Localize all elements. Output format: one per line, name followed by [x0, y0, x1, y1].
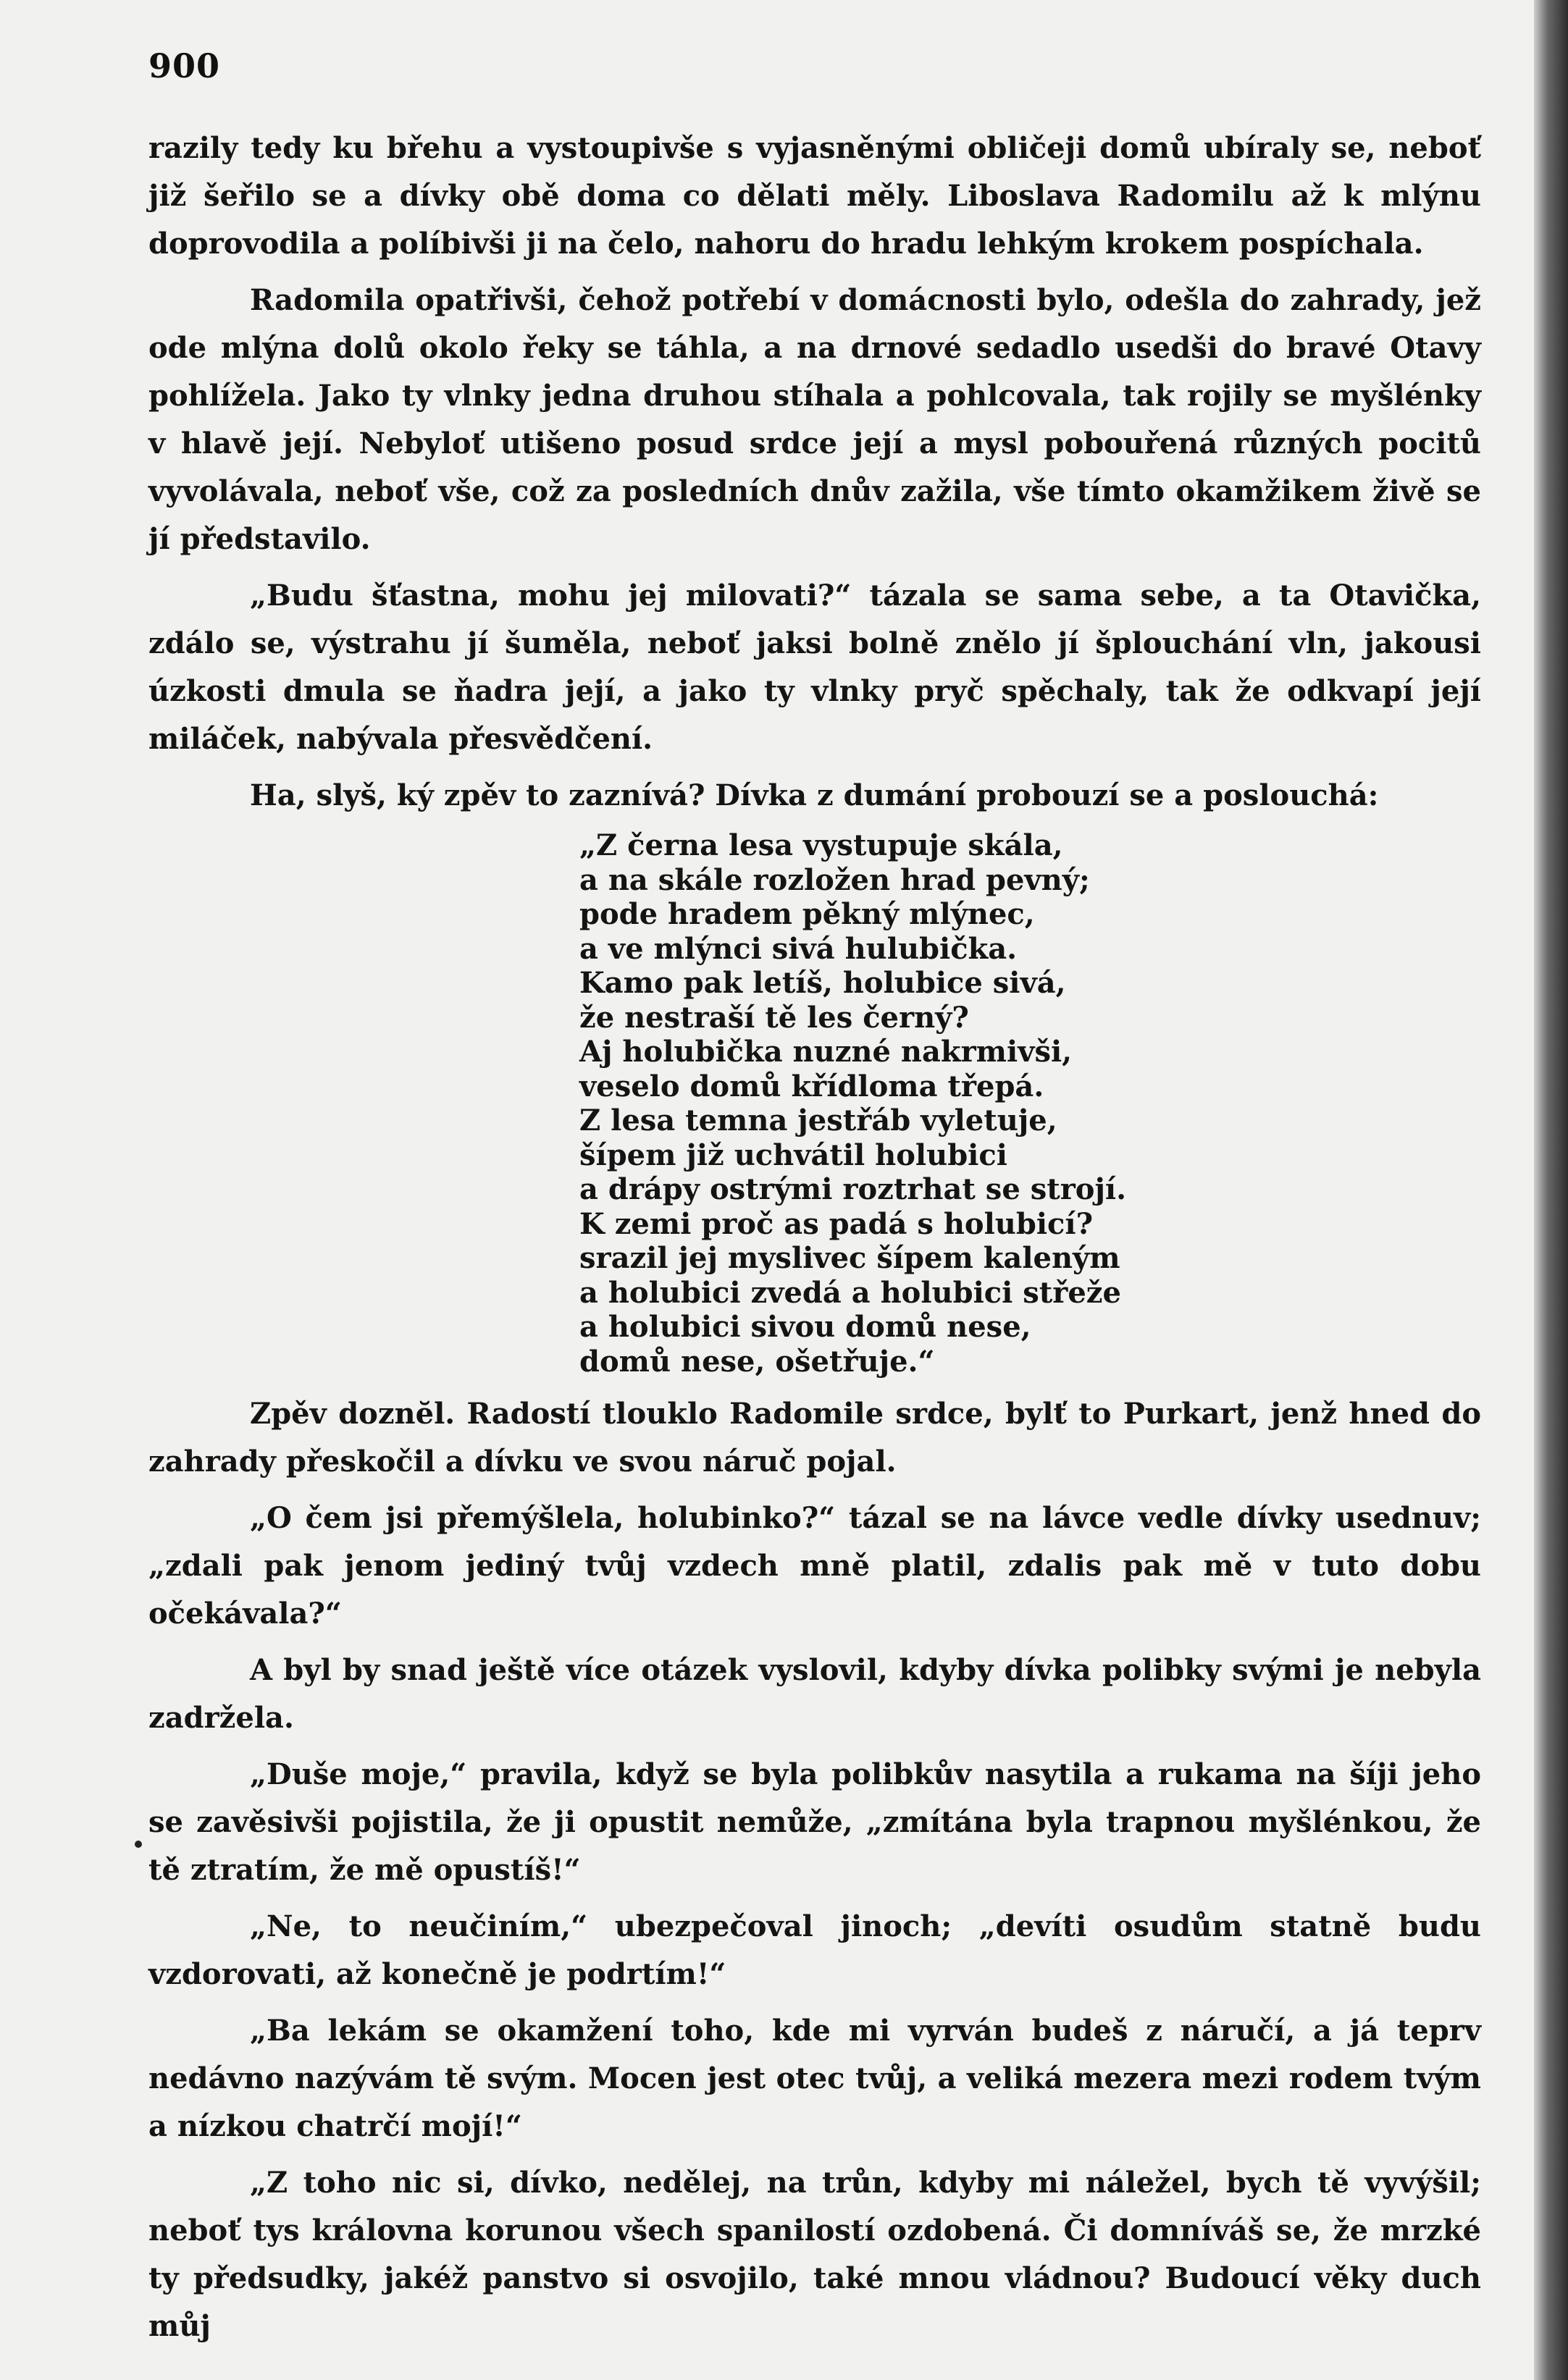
verse-line: Z lesa temna jestřáb vyletuje, — [579, 1103, 1057, 1138]
verse-line: a holubici sivou domů nese, — [579, 1310, 1031, 1344]
paragraph: Zpěv doznĕl. Radostí tlouklo Radomile srdce, bylť to Purkart, jenž hned do zahrady přeskočil a dívku ve svou náruč pojal. — [148, 1397, 1481, 1479]
verse-line: veselo domů křídloma třepá. — [579, 1069, 1044, 1103]
verse-line: „Z černa lesa vystupuje skála, — [579, 828, 1063, 862]
verse-line: Kamo pak letíš, holubice sivá, — [579, 966, 1066, 1000]
paragraph: „Z toho nic si, dívko, nedělej, na trůn, kdyby mi náležel, bych tě vyvýšil; neboť tys královna korunou všech spanilostí ozdobená. Či domníváš se, že mrzké ty předsudky, jakéž panstvo si osvojilo, také mnou vládnou? Budoucí věky duch můj — [148, 2166, 1481, 2343]
ink-dot-mark — [135, 1841, 142, 1848]
scan-edge-shadow — [1534, 0, 1568, 2380]
paragraph: Radomila opatřivši, čehož potřebí v domácnosti bylo, odešla do zahrady, jež ode mlýna dolů okolo řeky se táhla, a na drnové sedadlo usedši do bravé Otavy pohlížela. Jako ty vlnky jedna druhou stíhala a pohlcovala, tak rojily se myšlénky v hlavě její. Nebyloť utišeno posud srdce její a mysl pobouřená různých pocitů vyvolávala, neboť vše, což za posledních dnův zažila, vše tímto okamžikem živě se jí představilo. — [148, 283, 1481, 556]
paragraph: „O čem jsi přemýšlela, holubinko?“ tázal se na lávce vedle dívky usednuv; „zdali pak jenom jediný tvůj vzdech mně platil, zdalis pak mě v tuto dobu očekávala?“ — [148, 1501, 1481, 1631]
verse-line: a drápy ostrými roztrhat se strojí. — [579, 1172, 1127, 1206]
verse-line: že nestraší tě les černý? — [579, 1000, 969, 1035]
verse-line: a na skále rozložen hrad pevný; — [579, 862, 1090, 897]
paragraph: „Duše moje,“ pravila, když se byla polibkův nasytila a rukama na šíji jeho se zavěsivši pojistila, že ji opustit nemůže, „zmítána byla trapnou myšlénkou, že tě ztratím, že mě opustíš!“ — [148, 1757, 1481, 1887]
verse-line: Aj holubička nuzné nakrmivši, — [579, 1035, 1073, 1069]
paragraph: „Ne, to neučiním,“ ubezpečoval jinoch; „devíti osudům statně budu vzdorovati, až konečně je podrtím!“ — [148, 1909, 1481, 1991]
verse-line: K zemi proč as padá s holubicí? — [579, 1206, 1094, 1241]
page-number: 900 — [148, 46, 221, 85]
paragraph: razily tedy ku břehu a vystoupivše s vyjasněnými obličeji domů ubíraly se, neboť již šeřilo se a dívky obě doma co dělati měly. Liboslava Radomilu až k mlýnu doprovodila a políbivši ji na čelo, nahoru do hradu lehkým krokem pospíchala. — [148, 131, 1481, 261]
verse-line: a ve mlýnci sivá hulubička. — [579, 931, 1018, 966]
song-verse — [579, 828, 1481, 1379]
paragraph: „Ba lekám se okamžení toho, kde mi vyrván budeš z náručí, a já teprv nedávno nazývám tě svým. Mocen jest otec tvůj, a veliká mezera mezi rodem tvým a nízkou chatrčí mojí!“ — [148, 2014, 1481, 2143]
verse-line: srazil jej myslivec šípem kaleným — [579, 1241, 1120, 1275]
verse-line: domů nese, ošetřuje.“ — [579, 1344, 935, 1379]
paragraph: „Budu šťastna, mohu jej milovati?“ tázala se sama sebe, a ta Otavička, zdálo se, výstrahu jí šuměla, neboť jaksi bolně znělo jí šplouchání vln, jakousi úzkosti dmula se ňadra její, a jako ty vlnky pryč spěchaly, tak že odkvapí její miláček, nabývala přesvědčení. — [148, 579, 1481, 756]
verse-line: a holubici zvedá a holubici střeže — [579, 1275, 1121, 1310]
paragraph: A byl by snad ještě více otázek vyslovil, kdyby dívka polibky svými je nebyla zadržela. — [148, 1653, 1481, 1735]
verse-line: šípem již uchvátil holubici — [579, 1138, 1007, 1172]
paragraph: Ha, slyš, ký zpěv to zaznívá? Dívka z dumání probouzí se a poslouchá: — [250, 778, 1379, 812]
verse-line: pode hradem pěkný mlýnec, — [579, 897, 1035, 931]
page-body — [148, 125, 1481, 2359]
